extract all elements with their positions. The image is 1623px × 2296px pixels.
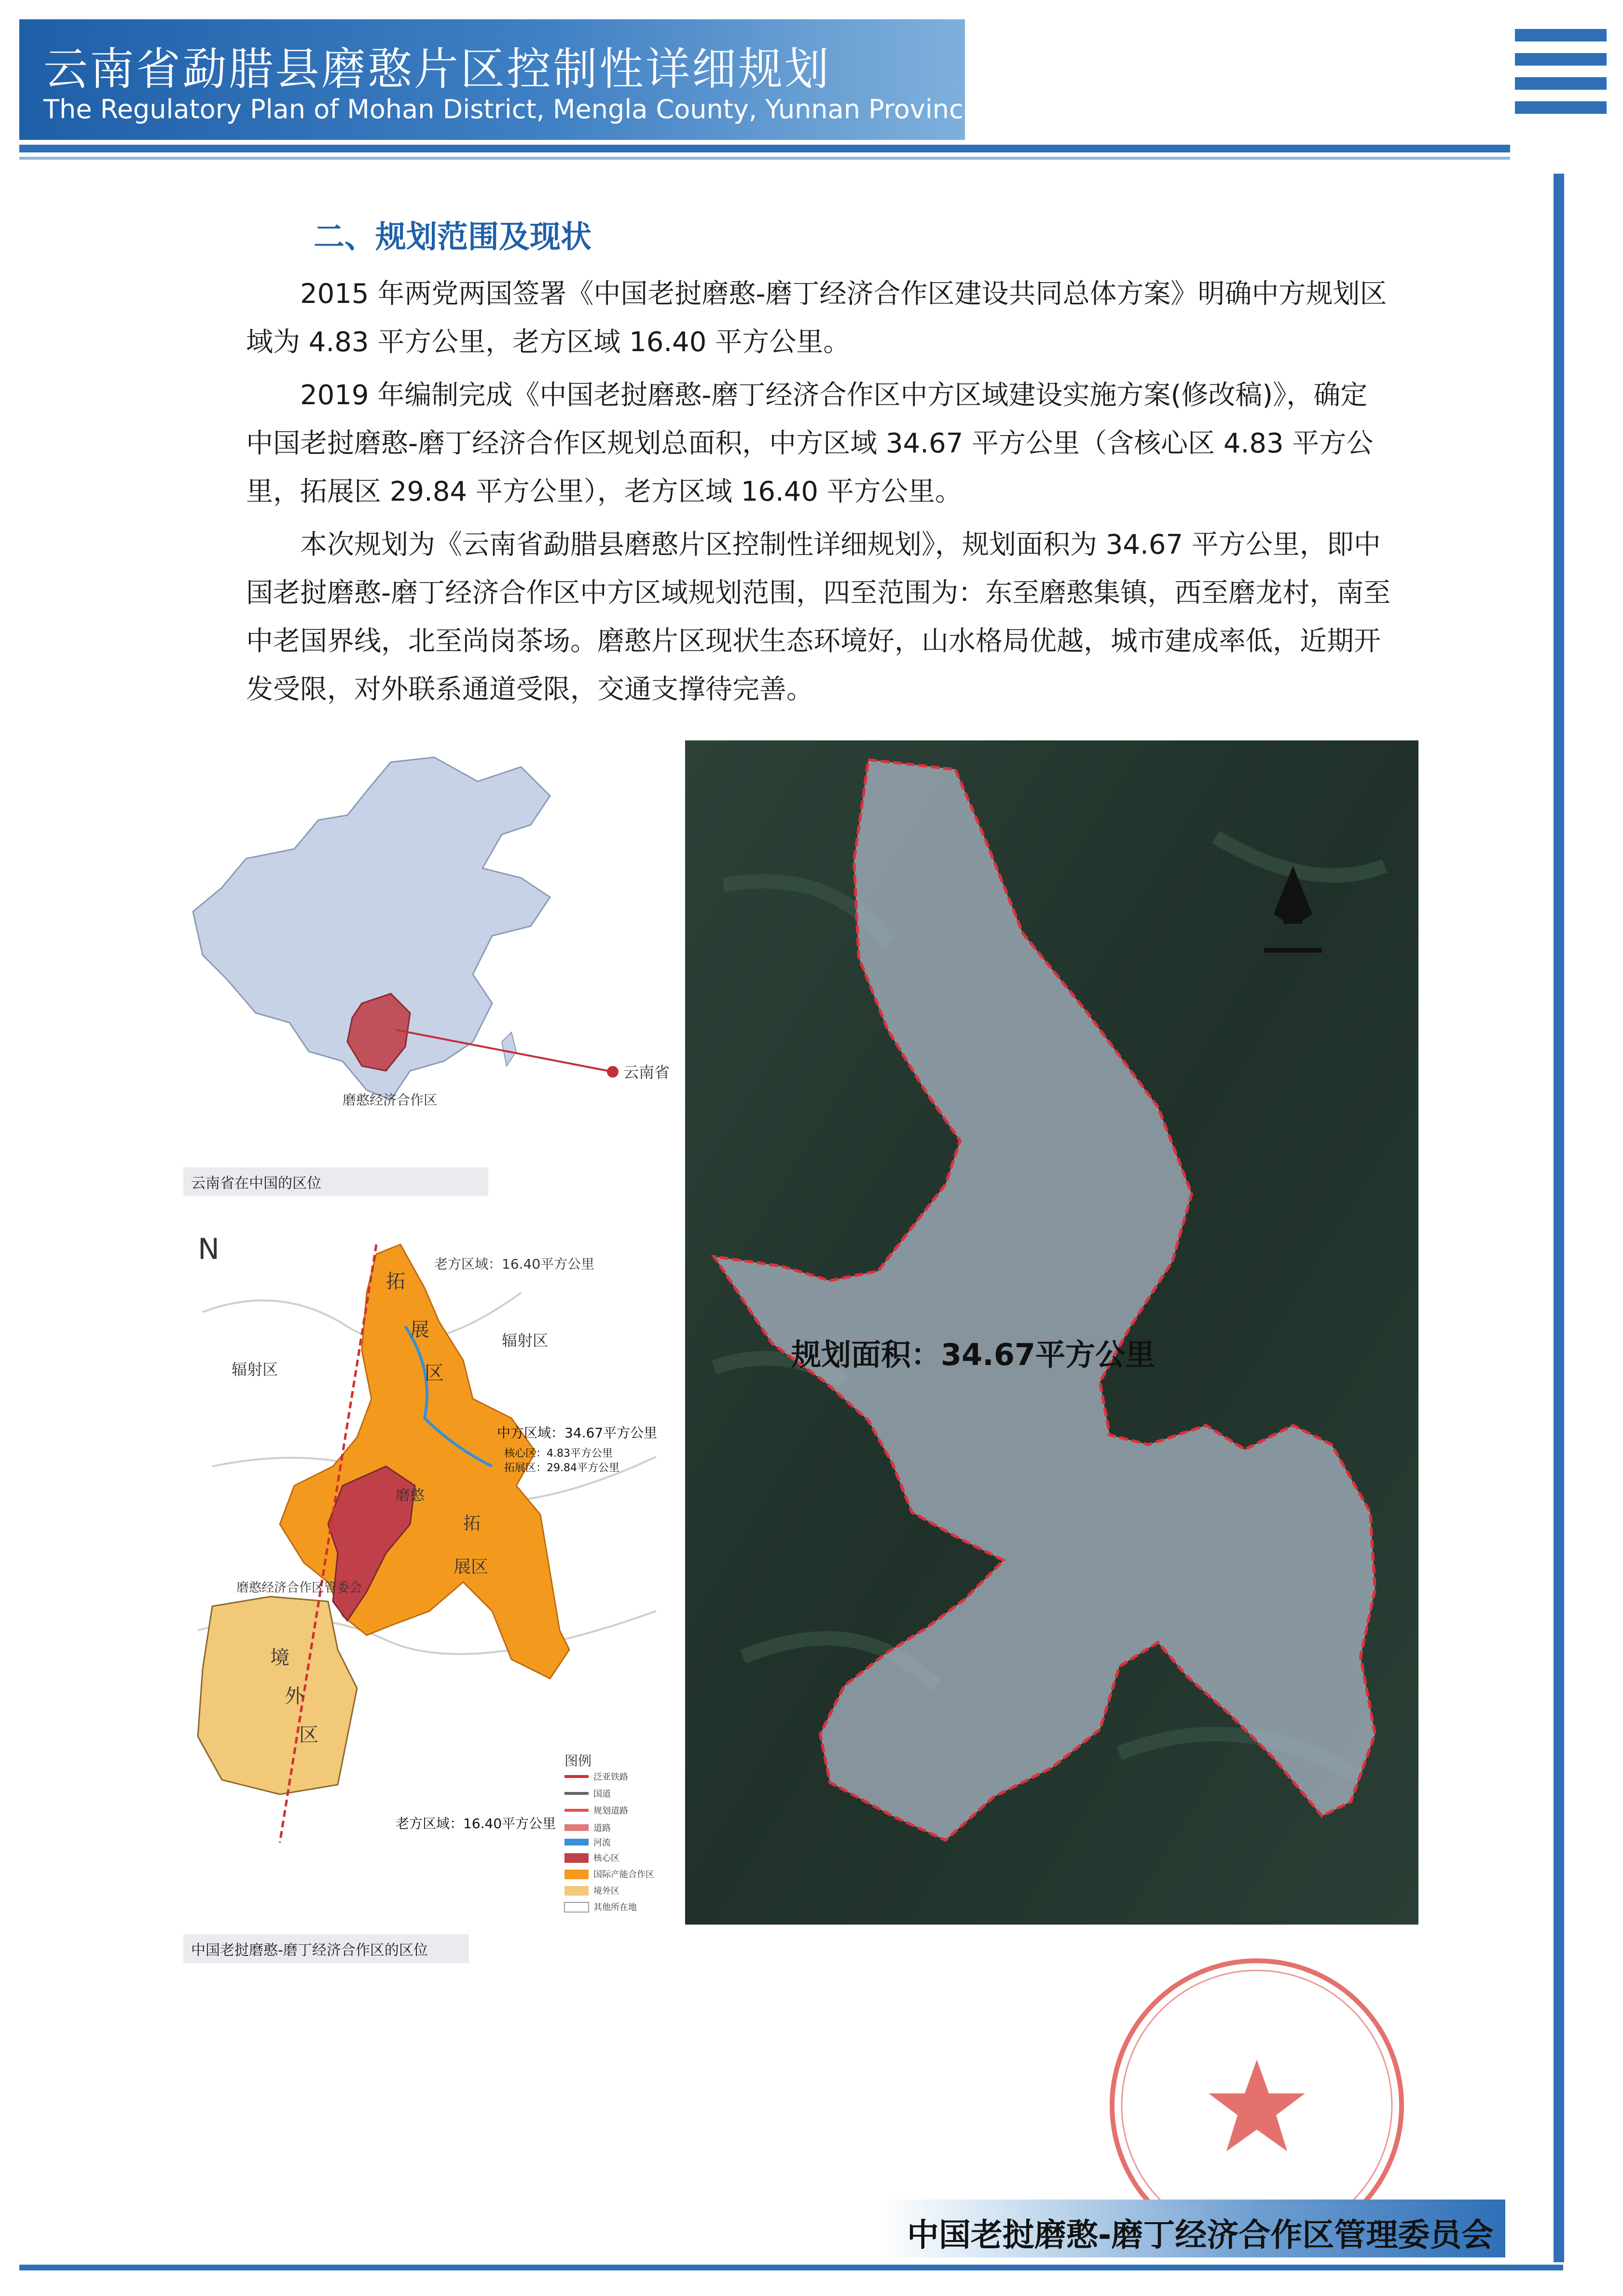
legend-swatch-planned-road: [564, 1809, 589, 1812]
extension-area-label: 拓展区：29.84平方公里: [504, 1462, 619, 1474]
paragraph-2: 2019 年编制完成《中国老挝磨憨-磨丁经济合作区中方区域建设实施方案(修改稿)》，确定中国老挝磨憨-磨丁经济合作区规划总面积，中方区域 34.67 平方公里（含核心区 4.83 平方公里，拓展区 29.84 平方公里），老方区域 16.40 平方公里。: [246, 380, 1374, 507]
legend-item-road: 道路: [593, 1823, 611, 1833]
header-rule: [19, 145, 1510, 152]
legend-item-overseas: 境外区: [593, 1886, 619, 1896]
zone-char-tuo-2: 拓: [463, 1514, 481, 1533]
legend-item-planned-road: 规划道路: [593, 1806, 628, 1816]
zone-char-jing: 境: [270, 1647, 289, 1669]
header-stripes: [1515, 29, 1607, 125]
legend-item-intl-zone: 国际产能合作区: [593, 1870, 654, 1880]
yunnan-label: 云南省: [623, 1063, 670, 1081]
section-heading: 二、规划范围及现状: [314, 219, 591, 255]
radiation-label-left: 辐射区: [232, 1360, 278, 1379]
footer-rule: [19, 2265, 1563, 2270]
mohan-label: 磨憨: [396, 1487, 425, 1504]
seal-star-icon: [1209, 2060, 1305, 2151]
zone-char-qu-2: 区: [299, 1724, 318, 1746]
satellite-map: [685, 740, 1418, 1925]
legend-swatch-river: [564, 1839, 589, 1845]
zone-char-tuo: 拓: [386, 1271, 405, 1293]
north-arrow-icon: N: [198, 1232, 220, 1266]
legend-item-other: 其他所在地: [593, 1902, 637, 1913]
header-rule-thin: [19, 157, 1510, 160]
zone-char-zhanqu-2: 展区: [454, 1557, 489, 1577]
footer-organization: 中国老挝磨憨-磨丁经济合作区管理委员会: [907, 2216, 1494, 2254]
taiwan-shape: [502, 1032, 516, 1066]
planning-area-label: 规划面积：34.67平方公里: [791, 1337, 1155, 1372]
committee-label: 磨憨经济合作区管委会: [236, 1581, 362, 1595]
laos-zone: [198, 1597, 357, 1794]
zone-location-map: [183, 1216, 671, 1925]
china-location-map: [183, 752, 671, 1148]
legend-title: 图例: [564, 1753, 592, 1769]
china-map-caption: 云南省在中国的区位: [183, 1167, 488, 1196]
legend-swatch-core: [564, 1853, 589, 1863]
zone-map-caption: 中国老挝磨憨-磨丁经济合作区的区位: [183, 1934, 469, 1963]
page-subtitle: The Regulatory Plan of Mohan District, Mengla County, Yunnan Province: [43, 94, 979, 124]
laos-area-label-top: 老方区域：16.40平方公里: [434, 1256, 595, 1272]
china-area-label: 中方区域：34.67平方公里: [497, 1425, 658, 1441]
legend-swatch-overseas: [564, 1886, 589, 1896]
zone-char-qu: 区: [425, 1362, 444, 1384]
legend-item-national-road: 国道: [593, 1789, 611, 1799]
legend-swatch-other: [564, 1902, 589, 1912]
legend-item-river: 河流: [593, 1838, 611, 1848]
zone-char-wai: 外: [285, 1685, 304, 1708]
core-area-label: 核心区：4.83平方公里: [504, 1448, 613, 1460]
paragraph-3: 本次规划为《云南省勐腊县磨憨片区控制性详细规划》，规划面积为 34.67 平方公里，即中国老挝磨憨-磨丁经济合作区中方区域规划范围，四至范围为：东至磨憨集镇，西至磨龙村，南至中老国界线，北至尚岗茶场。磨憨片区现状生态环境好，山水格局优越，城市建成率低，近期开发受限，对外联系通道受限，交通支撑待完善。: [246, 529, 1391, 705]
legend-swatch-intl-zone: [564, 1870, 589, 1879]
laos-area-label-bottom: 老方区域：16.40平方公里: [396, 1816, 556, 1831]
legend-swatch-road: [564, 1824, 589, 1831]
legend-item-core: 核心区: [593, 1853, 619, 1863]
page-header: [0, 0, 1623, 159]
radiation-label-right: 辐射区: [502, 1331, 549, 1350]
side-bar: [1554, 174, 1564, 2262]
legend-swatch-railway: [564, 1775, 589, 1778]
legend-item-railway: 泛亚铁路: [593, 1772, 628, 1782]
page-title: 云南省勐腊县磨憨片区控制性详细规划: [43, 43, 831, 95]
yunnan-pointer-dot: [607, 1066, 619, 1078]
zone-label: 磨憨经济合作区: [343, 1092, 438, 1108]
legend-swatch-national-road: [564, 1792, 589, 1795]
paragraph-1: 2015 年两党两国签署《中国老挝磨憨-磨丁经济合作区建设共同总体方案》明确中方规划区域为 4.83 平方公里，老方区域 16.40 平方公里。: [246, 278, 1387, 358]
zone-char-zhan: 展: [410, 1319, 429, 1341]
